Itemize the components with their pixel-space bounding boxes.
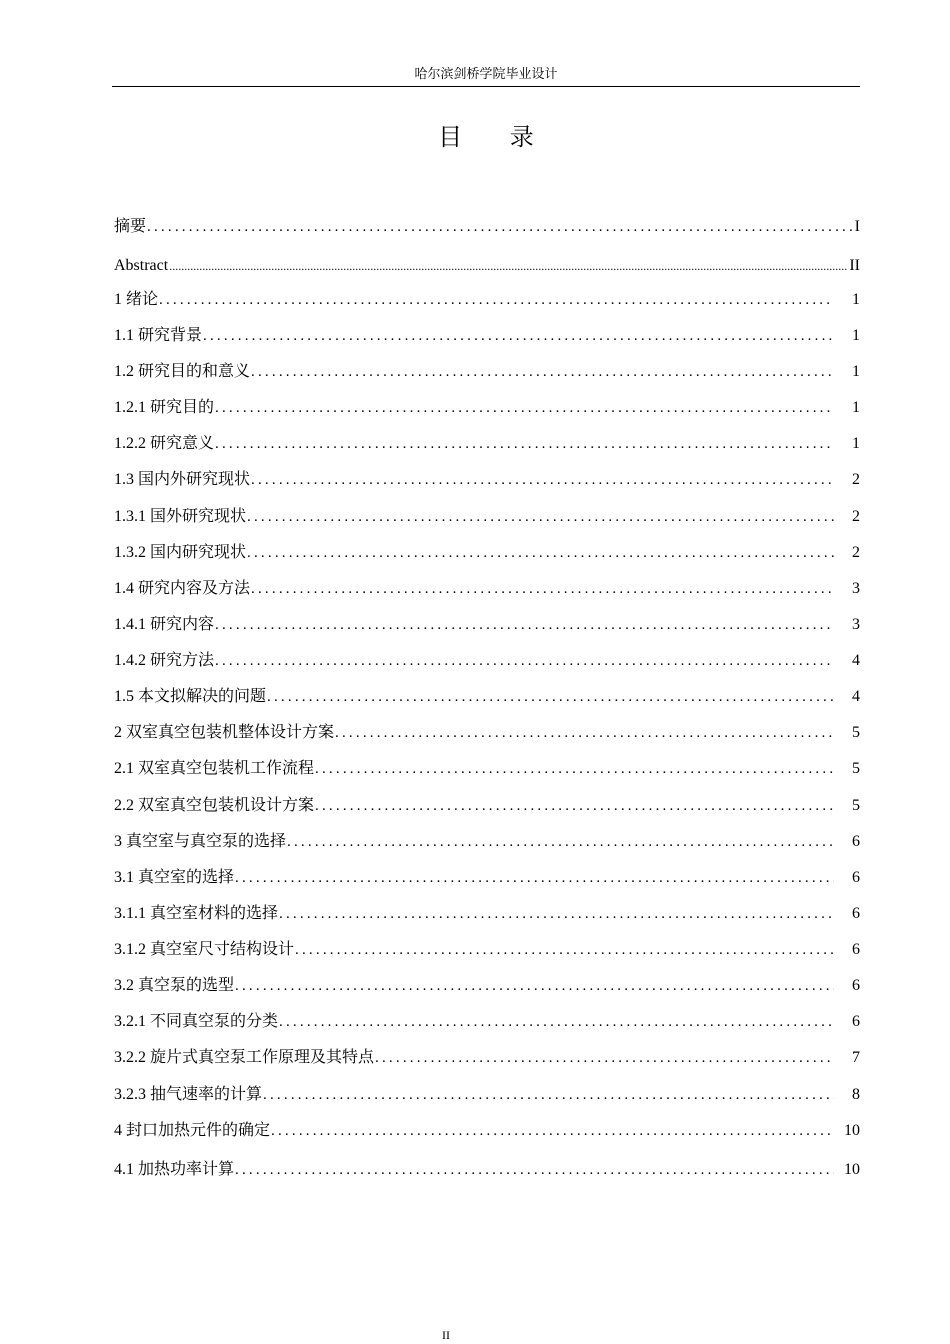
toc-entry-label: 2.1 双室真空包装机工作流程 [114, 760, 315, 777]
toc-entry-label: 2 双室真空包装机整体设计方案 [114, 724, 335, 741]
toc-leader-dots [266, 685, 834, 709]
toc-entry-page: 1 [852, 291, 860, 308]
toc-entry-page: 6 [852, 833, 860, 850]
toc-entry[interactable] [114, 324, 860, 348]
toc-entry[interactable] [114, 254, 860, 278]
toc-entry-label: 1 绪论 [114, 291, 159, 308]
toc-entry-page: 6 [852, 1013, 860, 1030]
toc-entry-page: 1 [852, 363, 860, 380]
toc-leader-dots [246, 505, 834, 529]
toc-leader-dots [270, 1119, 834, 1143]
toc-entry[interactable] [114, 432, 860, 456]
page-header: 哈尔滨剑桥学院毕业设计 [414, 67, 558, 82]
toc-entry-label: 3.2.2 旋片式真空泵工作原理及其特点 [114, 1049, 375, 1066]
toc-entry[interactable] [114, 1119, 860, 1143]
toc-entry[interactable] [114, 288, 860, 312]
toc-entry-page: 2 [852, 544, 860, 561]
toc-entry[interactable] [114, 830, 860, 854]
toc-entry-page: 5 [852, 724, 860, 741]
toc-leader-dots [250, 577, 834, 601]
toc-leader-dots [234, 866, 834, 890]
toc-leader-dots [278, 902, 834, 926]
toc-entry[interactable] [114, 938, 860, 962]
toc-entry-page: 6 [852, 869, 860, 886]
toc-leader-dots [286, 830, 834, 854]
toc-entry-label: 1.2.2 研究意义 [114, 435, 215, 452]
toc-leader-dots [158, 288, 834, 312]
toc-entry-page: 5 [852, 797, 860, 814]
toc-title: 目 录 [438, 123, 554, 151]
toc-leader-dots [294, 938, 834, 962]
toc-leader-dots [202, 324, 834, 348]
toc-leader-dots [214, 396, 834, 420]
toc-leader-dots [214, 432, 834, 456]
toc-leader-dots [146, 215, 853, 239]
toc-entry[interactable] [114, 902, 860, 926]
toc-entry-label: 1.3 国内外研究现状 [114, 471, 251, 488]
toc-leader-dots [234, 1158, 834, 1182]
toc-entry-page: 4 [852, 688, 860, 705]
toc-entry-page: 8 [852, 1086, 860, 1103]
toc-entry-page: 6 [852, 905, 860, 922]
toc-entry-label: 3.2.1 不同真空泵的分类 [114, 1013, 279, 1030]
toc-entry[interactable] [114, 505, 860, 529]
toc-entry-label: 3.1 真空室的选择 [114, 869, 235, 886]
toc-entry-label: 1.2.1 研究目的 [114, 399, 215, 416]
toc-entry-page: 1 [852, 399, 860, 416]
toc-entry[interactable] [114, 577, 860, 601]
toc-entry-page: 6 [852, 941, 860, 958]
toc-leader-dots [262, 1083, 834, 1107]
toc-entry[interactable] [114, 1158, 860, 1182]
toc-entry-label: 3 真空室与真空泵的选择 [114, 833, 287, 850]
toc-leader-dots [214, 613, 834, 637]
toc-entry-page: 2 [852, 508, 860, 525]
toc-entry-page: 1 [852, 435, 860, 452]
toc-entry-label: 1.1 研究背景 [114, 327, 203, 344]
header-rule [112, 86, 860, 87]
toc-entry[interactable] [114, 649, 860, 673]
toc-entry-label: 1.3.1 国外研究现状 [114, 508, 247, 525]
toc-entry-label: 4.1 加热功率计算 [114, 1161, 235, 1178]
toc-entry-label: 3.1.1 真空室材料的选择 [114, 905, 279, 922]
toc-entry-label: 3.1.2 真空室尺寸结构设计 [114, 941, 295, 958]
toc-entry-page: 1 [852, 327, 860, 344]
toc-entry[interactable] [114, 468, 860, 492]
toc-leader-dots [250, 468, 834, 492]
toc-entry-page: 4 [852, 652, 860, 669]
toc-entry-label: 1.4 研究内容及方法 [114, 580, 251, 597]
toc-entry-page: 3 [852, 616, 860, 633]
toc-entry-label: 2.2 双室真空包装机设计方案 [114, 797, 315, 814]
toc-entry-label: 1.2 研究目的和意义 [114, 363, 251, 380]
toc-entry-label: Abstract [114, 257, 169, 274]
toc-entry-page: II [849, 257, 860, 274]
toc-entry-page: 5 [852, 760, 860, 777]
toc-entry-page: 7 [852, 1049, 860, 1066]
toc-entry-page: 10 [844, 1122, 860, 1139]
toc-leader-dots [314, 794, 834, 818]
toc-entry[interactable] [114, 360, 860, 384]
toc-entry[interactable] [114, 1046, 860, 1070]
toc-entry-label: 3.2 真空泵的选型 [114, 977, 235, 994]
toc-entry-page: I [854, 218, 860, 235]
toc-entry[interactable] [114, 685, 860, 709]
toc-entry-label: 4 封口加热元件的确定 [114, 1122, 271, 1139]
toc-leader-dots [278, 1010, 834, 1034]
toc-entry-page: 10 [844, 1161, 860, 1178]
toc-entry[interactable] [114, 541, 860, 565]
toc-leader-dots [374, 1046, 834, 1070]
toc-entry-page: 6 [852, 977, 860, 994]
toc-entry-label: 1.5 本文拟解决的问题 [114, 688, 267, 705]
toc-entry-page: 2 [852, 471, 860, 488]
toc-entry-label: 1.3.2 国内研究现状 [114, 544, 247, 561]
toc-entry[interactable] [114, 794, 860, 818]
toc-entry-label: 摘要 [114, 218, 147, 235]
toc-leader-dots [246, 541, 834, 565]
toc-leader-dots [334, 721, 834, 745]
toc-entry[interactable] [114, 1083, 860, 1107]
toc-leader-dots [168, 254, 847, 278]
toc-entry[interactable] [114, 721, 860, 745]
toc-leader-dots [314, 757, 834, 781]
toc-leader-dots [214, 649, 834, 673]
toc-entry-label: 3.2.3 抽气速率的计算 [114, 1086, 263, 1103]
toc-entry[interactable] [114, 757, 860, 781]
toc-entry[interactable] [114, 215, 860, 239]
page-number: II [442, 1328, 450, 1342]
toc-entry[interactable] [114, 866, 860, 890]
toc-entry[interactable] [114, 613, 860, 637]
toc-entry[interactable] [114, 1010, 860, 1034]
toc-entry-label: 1.4.2 研究方法 [114, 652, 215, 669]
toc-entry-label: 1.4.1 研究内容 [114, 616, 215, 633]
toc-leader-dots [234, 974, 834, 998]
toc-entry[interactable] [114, 974, 860, 998]
toc-entry-page: 3 [852, 580, 860, 597]
toc-entry[interactable] [114, 396, 860, 420]
toc-leader-dots [250, 360, 834, 384]
